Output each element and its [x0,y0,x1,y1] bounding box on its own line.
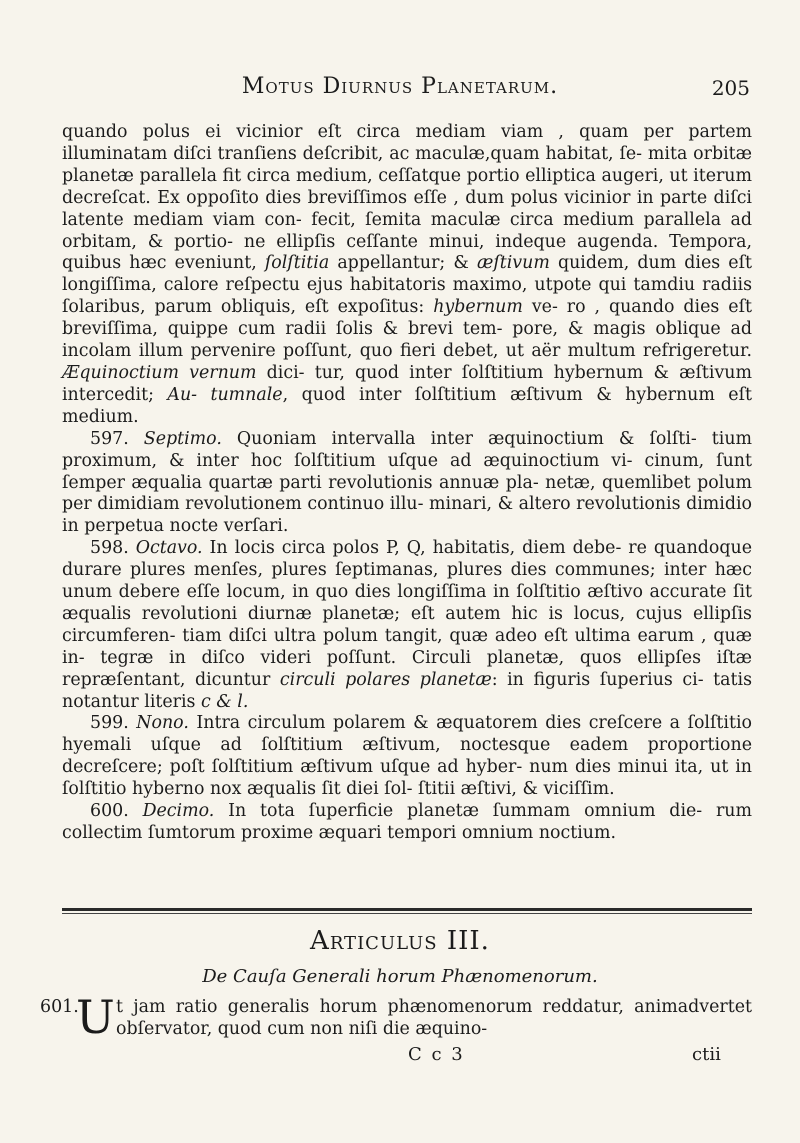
paragraph-601-text: t jam ratio generalis horum phænomenorum reddatur, animadvertet obſervator, quod cum non niſi die æquino- [116,997,752,1039]
section-label: Octavo. [135,538,203,559]
signature-mark: C c 3 [408,1044,465,1065]
term-circuli-polares: circuli polares planetæ [279,669,492,690]
page-number: 205 [711,76,750,100]
article-subtitle: De Cauſa Generali horum Phænomenorum. [202,966,598,987]
section-number: 598. [90,538,129,559]
section-number: 601. [40,997,79,1017]
paragraph-597: 597. Septimo. Quoniam intervalla inter æquinoctium & ſolſti- tium proximum, & inter hoc ſolſtitium uſque ad æquinoctium vi- cinum, ſunt ſemper æqualia quartæ parti revolutionis annuæ pla- netæ, quemlibet polum per dimidiam revolutionem continuo illu- minari, & altero revolutionis dimidio in perpetua nocte verſari. [62,428,753,537]
section-divider-thin [62,913,752,914]
figure-letters: c & l. [201,691,249,712]
main-text [62,122,752,845]
article-heading: Articulus III. [310,926,490,956]
section-label: Septimo. [143,428,222,449]
section-label: Decimo. [142,801,215,822]
drop-cap: U [76,990,115,1044]
catchword: ctii [692,1044,721,1065]
paragraph-600: 600. Decimo. In tota ſuperficie planetæ ſummam omnium die- rum collectim ſumtorum proxime æquari tempori omnium noctium. [62,801,752,843]
section-divider [62,908,752,911]
section-number: 597. [90,428,129,449]
paragraph-598: 598. Octavo. In locis circa polos P, Q, habitatis, diem debe- re quandoque durare plures menſes, plures ſeptimanas, plures dies communes; inter hæc unum debere eſſe locum, in quo dies longiſſima in ſolſtitio æſtivo accurate ſit æqualis revolutioni diurnæ planetæ; eſt autem hic is locus, cujus ellipſis circumferen- tiam diſci ultra polum tangit, quæ adeo eſt ultima earum , quæ in- tegræ in diſco videri poſſunt. Circuli planetæ, quos ellipſes iſtæ repræſentant, dicuntur circuli polares planetæ: in figuris ſuperius ci- tatis notantur literis c & l. [62,538,752,712]
paragraph-599: 599. Nono. Intra circulum polarem & æquatorem dies creſcere a ſolſtitio hyemali uſque ad ſolſtitium æſtivum, noctesque eadem proportione decreſcere; poſt ſolſtitium æſtivum uſque ad hyber- num dies minui ita, ut in ſolſtitio hyberno nox æqualis ſit diei ſol- ſtitii æſtivi, & viciſſim. [62,713,753,800]
term-hybernum: hybernum [433,297,523,318]
term-aequinoctium: Æquinoctium vernum [62,362,257,383]
paragraph-intro: quando polus ei vicinior eſt circa mediam viam , quam per partem illuminatam diſci tranſiens deſcribit, ac maculæ,quam habitat, ſe- mita orbitæ planetæ parallela fit circa medium, ceſſatque portio elliptica augeri, ut iterum decreſcat. Ex oppoſito dies breviſſimos eſſe , dum polus vicinior in parte diſci latente mediam viam con- fecit, ſemita maculæ circa medium parallela ad orbitam, & portio- ne ellipſis ceſſante minui, indeque augenda. Tempora, quibus hæc eveniunt, ſolſtitia appellantur; & æſtivum quidem, dum dies eſt longiſſima, calore reſpectu ejus habitatoris maximo, utpote qui tamdiu radiis ſolaribus, parum obliquis, eſt expoſitus: hybernum ve- ro , quando dies eſt breviſſima, quippe cum radii ſolis & brevi tem- pore, & magis oblique ad incolam illum pervenire poſſunt, quo fieri debet, ut aër multum refrigeretur. Æquinoctium vernum dici- tur, quod inter ſolſtitium hybernum & æſtivum intercedit; Au- tumnale, quod inter ſolſtitium æſtivum & hybernum eſt medium. [62,122,753,427]
term-autumnale: Au- tumnale [167,384,283,405]
section-number: 600. [90,801,129,822]
section-number: 599. [90,713,129,734]
running-header [0,72,800,108]
section-label: Nono. [136,713,189,734]
term-solstitia: ſolſtitia [264,253,330,274]
term-aestivum: æſtivum [476,253,550,274]
running-title: Motus Diurnus Planetarum. [241,74,559,99]
